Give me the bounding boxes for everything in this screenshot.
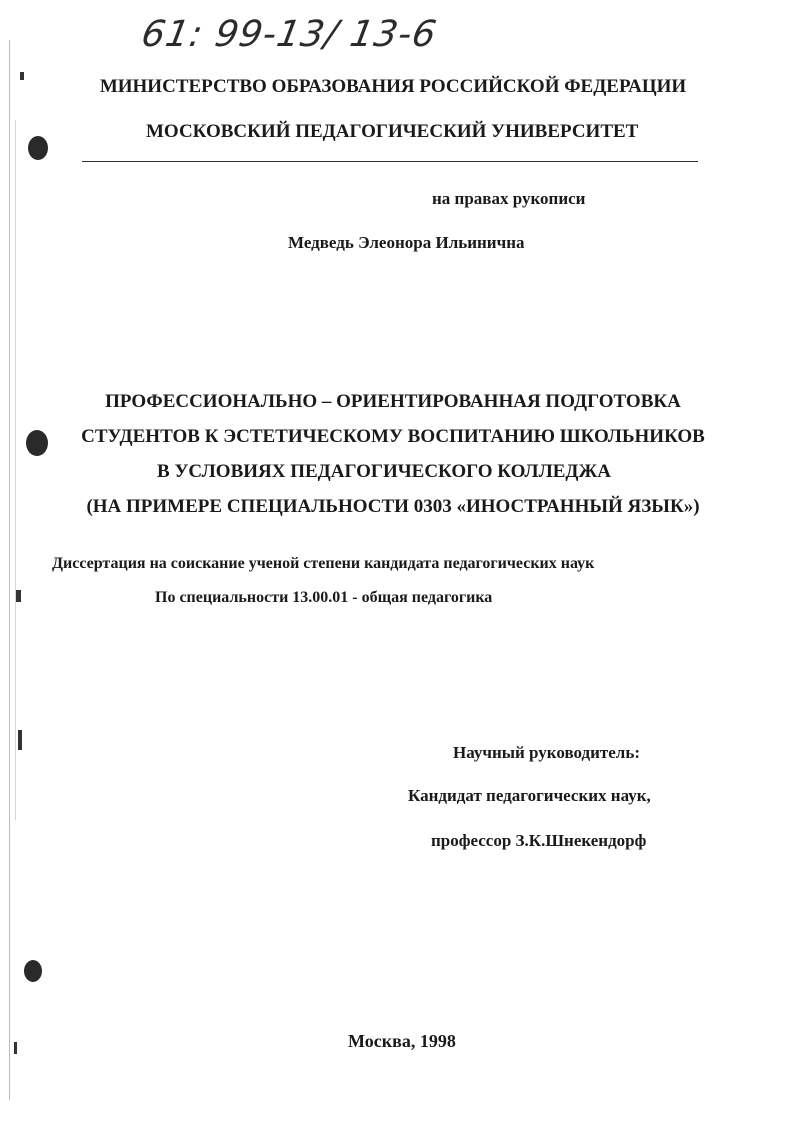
- scan-mark: [18, 730, 22, 750]
- dissertation-degree-line: Диссертация на соискание ученой степени кандидата педагогических наук: [52, 555, 595, 572]
- handwritten-catalog-number: 61: 99-13/ 13-6: [138, 14, 440, 55]
- title-line: ПРОФЕССИОНАЛЬНО – ОРИЕНТИРОВАННАЯ ПОДГОТОВКА: [105, 391, 681, 412]
- supervisor-degree: Кандидат педагогических наук,: [408, 786, 651, 805]
- title-line: (НА ПРИМЕРЕ СПЕЦИАЛЬНОСТИ 0303 «ИНОСТРАННЫЙ ЯЗЫК»): [86, 496, 700, 517]
- author-name: Медведь Элеонора Ильинична: [288, 233, 525, 252]
- supervisor-name: профессор З.К.Шнекендорф: [431, 831, 647, 850]
- ministry-heading: МИНИСТЕРСТВО ОБРАЗОВАНИЯ РОССИЙСКОЙ ФЕДЕРАЦИИ: [99, 76, 687, 97]
- binding-edge-line: [9, 40, 10, 1100]
- dissertation-title: [0, 384, 786, 524]
- title-line: СТУДЕНТОВ К ЭСТЕТИЧЕСКОМУ ВОСПИТАНИЮ ШКОЛЬНИКОВ: [81, 426, 705, 447]
- place-year: Москва, 1998: [348, 1031, 456, 1051]
- scan-mark: [14, 1042, 17, 1054]
- punch-hole: [24, 960, 42, 982]
- scan-mark: [16, 590, 21, 602]
- title-line: В УСЛОВИЯХ ПЕДАГОГИЧЕСКОГО КОЛЛЕДЖА: [157, 461, 611, 482]
- header-rule: [82, 161, 698, 162]
- specialty-line: По специальности 13.00.01 - общая педагогика: [155, 589, 493, 606]
- punch-hole: [28, 136, 48, 160]
- supervisor-label: Научный руководитель:: [453, 743, 640, 762]
- university-heading: МОСКОВСКИЙ ПЕДАГОГИЧЕСКИЙ УНИВЕРСИТЕТ: [146, 121, 639, 142]
- manuscript-note: на правах рукописи: [432, 189, 586, 208]
